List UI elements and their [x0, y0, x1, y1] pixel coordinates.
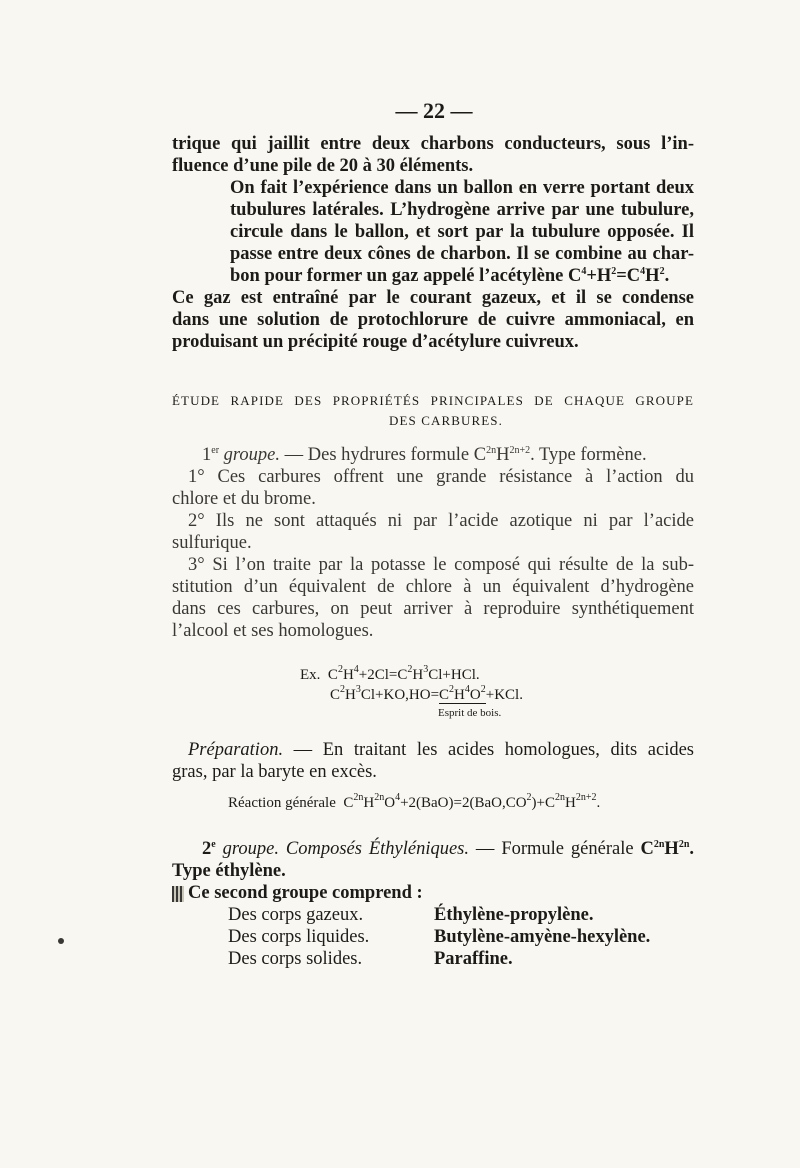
text-line: passe entre deux cônes de charbon. Il se combine au char-	[230, 244, 694, 264]
heading-line: DES CARBURES.	[389, 413, 503, 428]
text-line: l’alcool et ses homologues.	[172, 621, 374, 641]
text-line: dans une solution de protochlorure de cuivre ammoniacal, en	[172, 310, 694, 330]
group2-block	[172, 838, 694, 904]
table-cell: Des corps liquides.	[228, 927, 370, 947]
table-cell: Éthylène-propylène.	[434, 905, 594, 925]
ink-mark	[172, 886, 184, 902]
text-line: Ce gaz est entraîné par le courant gazeux, et il se condense	[172, 288, 694, 308]
table-row	[228, 948, 668, 970]
table-row	[228, 926, 668, 948]
group2-title: 2e groupe. Composés Éthyléniques. — Formule générale $C^{2n}H^{2n}$.	[202, 839, 694, 859]
paragraph-continuation	[172, 133, 694, 353]
example-formula	[300, 665, 660, 721]
table-cell: Butylène-amyène-hexylène.	[434, 927, 651, 947]
text-line: 1° Ces carbures offrent une grande résistance à l’action du	[188, 467, 694, 487]
text-line: tubulures latérales. L’hydrogène arrive par une tubulure,	[230, 200, 694, 220]
carbure-table	[228, 904, 668, 970]
table-cell: Des corps gazeux.	[228, 905, 364, 925]
text-line: dans ces carbures, on peut arriver à reproduire synthétiquement	[172, 599, 694, 619]
table-cell: Paraffine.	[434, 949, 513, 969]
text-fragment: bon pour former un gaz appelé l’acétylène	[230, 266, 568, 286]
section-heading	[172, 391, 694, 431]
text-line: Préparation. — En traitant les acides homologues, dits acides	[188, 740, 694, 760]
text-line: On fait l’expérience dans un ballon en verre portant deux	[230, 178, 694, 198]
general-reaction: Réaction générale $C^{2n}H^{2n}O^4+2(BaO)=2(BaO,CO^2)+C^{2n}H^{2n+2}$.	[228, 792, 601, 811]
ink-dot	[58, 938, 64, 944]
formula-note: Esprit de bois.	[438, 707, 502, 719]
text-line: bon pour former un gaz appelé l’acétylène $C^4+H^2=C^4H^2$.	[230, 266, 670, 286]
heading-line: ÉTUDE RAPIDE DES PROPRIÉTÉS PRINCIPALES DE CHAQUE GROUPE	[172, 393, 694, 408]
text-line: gras, par la baryte en excès.	[172, 762, 377, 782]
text-line: 3° Si l’on traite par la potasse le composé qui résulte de la sub-	[188, 555, 694, 575]
table-cell: Des corps solides.	[228, 949, 363, 969]
page-number: — 22 —	[395, 98, 473, 123]
text-line: Ce second groupe comprend :	[188, 883, 423, 903]
text-line: stitution d’un équivalent de chlore à un équivalent d’hydrogène	[172, 577, 694, 597]
text-line: sulfurique.	[172, 533, 252, 553]
preparation-paragraph	[172, 739, 694, 783]
text-line: chlore et du brome.	[172, 489, 316, 509]
text-line: fluence d’une pile de 20 à 30 éléments.	[172, 156, 474, 176]
table-row	[228, 904, 668, 926]
text-line: 2° Ils ne sont attaqués ni par l’acide azotique ni par l’acide	[188, 511, 694, 531]
text-line: Type éthylène.	[172, 861, 286, 881]
text-line: trique qui jaillit entre deux charbons conducteurs, sous l’in-	[172, 134, 694, 154]
formula-line: Ex. $C^2H^4+2Cl=C^2H^3Cl+HCl$.	[300, 664, 480, 683]
text-line: circule dans le ballon, et sort par la tubulure opposée. Il	[230, 222, 694, 242]
group1-title: 1er groupe. — Des hydrures formule $C^{2n}H^{2n+2}$. Type formène.	[202, 445, 647, 465]
text-line: produisant un précipité rouge d’acétylure cuivreux.	[172, 332, 579, 352]
formula-line: $C^2H^3Cl+KO,HO=C^2H^4O^2+KCl$.	[330, 684, 523, 703]
group1-block	[172, 444, 694, 642]
